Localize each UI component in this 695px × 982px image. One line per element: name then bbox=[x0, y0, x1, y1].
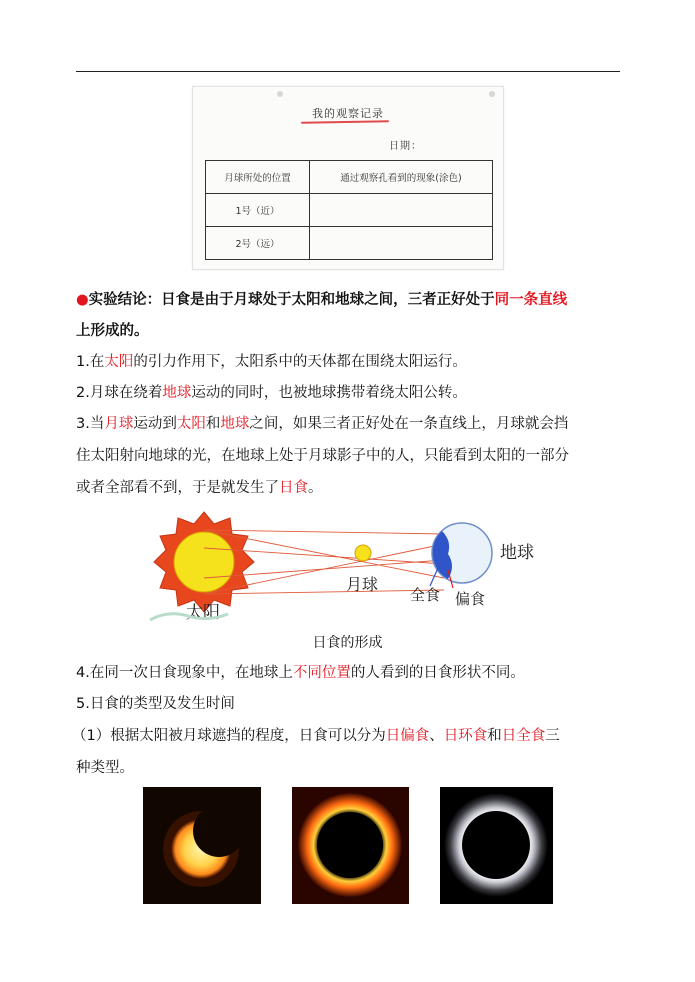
total-eclipse-label: 全食 bbox=[410, 586, 441, 604]
eclipse-diagram bbox=[148, 508, 544, 630]
point-2 bbox=[76, 383, 467, 403]
point-highlight: 太阳 bbox=[104, 354, 134, 370]
point-text: 运动的同时，也被地球携带着绕太阳公转。 bbox=[191, 385, 467, 401]
conclusion-highlight: 同一条直线 bbox=[494, 292, 568, 308]
point-text: 4.在同一次日食现象中，在地球上 bbox=[76, 665, 293, 681]
partial-eclipse-photo bbox=[143, 787, 261, 904]
diagram-caption: 日食的形成 bbox=[312, 635, 383, 651]
point-highlight: 太阳 bbox=[176, 416, 206, 432]
point-3-line-2: 住太阳射向地球的光，在地球上处于月球影子中的人，只能看到太阳的一部分 bbox=[76, 448, 569, 464]
moon-label: 月球 bbox=[346, 575, 379, 594]
point-text: 的引力作用下，太阳系中的天体都在围绕太阳运行。 bbox=[133, 354, 467, 370]
point-text: 的人看到的日食形状不同。 bbox=[350, 665, 525, 681]
conclusion-line-1 bbox=[76, 290, 567, 310]
types-line-2: 种类型。 bbox=[76, 760, 134, 776]
point-text: 之间，如果三者正好处在一条直线上，月球就会挡 bbox=[249, 416, 569, 432]
point-1 bbox=[76, 352, 467, 372]
conclusion-text: 实验结论：日食是由于月球处于太阳和地球之间，三者正好处于 bbox=[88, 292, 495, 308]
point-text: 、 bbox=[429, 728, 444, 744]
observation-record-card bbox=[192, 86, 504, 270]
earth-label: 地球 bbox=[500, 543, 534, 563]
table-cell: 2号（远） bbox=[206, 227, 310, 260]
point-3-line-3 bbox=[76, 478, 323, 498]
point-highlight: 地球 bbox=[162, 385, 192, 401]
point-text: 和 bbox=[205, 416, 221, 432]
table-header-cell: 月球所处的位置 bbox=[206, 161, 310, 194]
earth-icon bbox=[432, 523, 492, 583]
point-text: 三 bbox=[545, 728, 560, 744]
point-text: 和 bbox=[487, 728, 502, 744]
conclusion-line-2: 上形成的。 bbox=[76, 323, 149, 339]
sun-icon bbox=[154, 512, 254, 612]
point-text: 3.当 bbox=[76, 416, 105, 432]
table-header-row bbox=[206, 161, 493, 194]
point-text: 。 bbox=[308, 480, 323, 496]
card-title-underline bbox=[301, 120, 389, 124]
point-highlight: 日偏食 bbox=[385, 728, 430, 744]
pin-icon bbox=[277, 91, 283, 97]
table-header-cell: 通过观察孔看到的现象(涂色) bbox=[310, 161, 493, 194]
annular-eclipse-photo bbox=[292, 787, 409, 904]
point-4 bbox=[76, 663, 525, 683]
observation-table bbox=[205, 160, 493, 260]
point-5: 5.日食的类型及发生时间 bbox=[76, 696, 235, 712]
point-highlight: 日环食 bbox=[443, 728, 488, 744]
point-3-line-1 bbox=[76, 414, 568, 434]
total-eclipse-photo bbox=[440, 787, 553, 904]
point-highlight: 日食 bbox=[279, 480, 308, 496]
point-highlight: 地球 bbox=[220, 416, 250, 432]
moon-icon bbox=[355, 545, 371, 561]
bullet-icon: ● bbox=[76, 292, 89, 308]
table-cell: 1号（近） bbox=[206, 194, 310, 227]
point-text: 1.在 bbox=[76, 354, 105, 370]
table-cell bbox=[310, 227, 493, 260]
point-highlight: 日全食 bbox=[501, 728, 546, 744]
table-row bbox=[206, 194, 493, 227]
point-highlight: 月球 bbox=[104, 416, 134, 432]
point-text: 或者全部看不到，于是就发生了 bbox=[76, 480, 279, 496]
header-rule bbox=[76, 71, 620, 72]
types-line-1 bbox=[72, 726, 560, 746]
pin-icon bbox=[489, 91, 495, 97]
partial-eclipse-label: 偏食 bbox=[455, 590, 486, 608]
table-row bbox=[206, 227, 493, 260]
card-title: 我的观察记录 bbox=[312, 107, 384, 120]
sun-label: 太阳 bbox=[186, 603, 220, 623]
card-date-label: 日期： bbox=[389, 141, 422, 152]
table-cell bbox=[310, 194, 493, 227]
point-highlight: 不同位置 bbox=[292, 665, 351, 681]
point-text: 2.月球在绕着 bbox=[76, 385, 163, 401]
point-text: 运动到 bbox=[133, 416, 177, 432]
point-text: （1）根据太阳被月球遮挡的程度，日食可以分为 bbox=[72, 728, 386, 744]
